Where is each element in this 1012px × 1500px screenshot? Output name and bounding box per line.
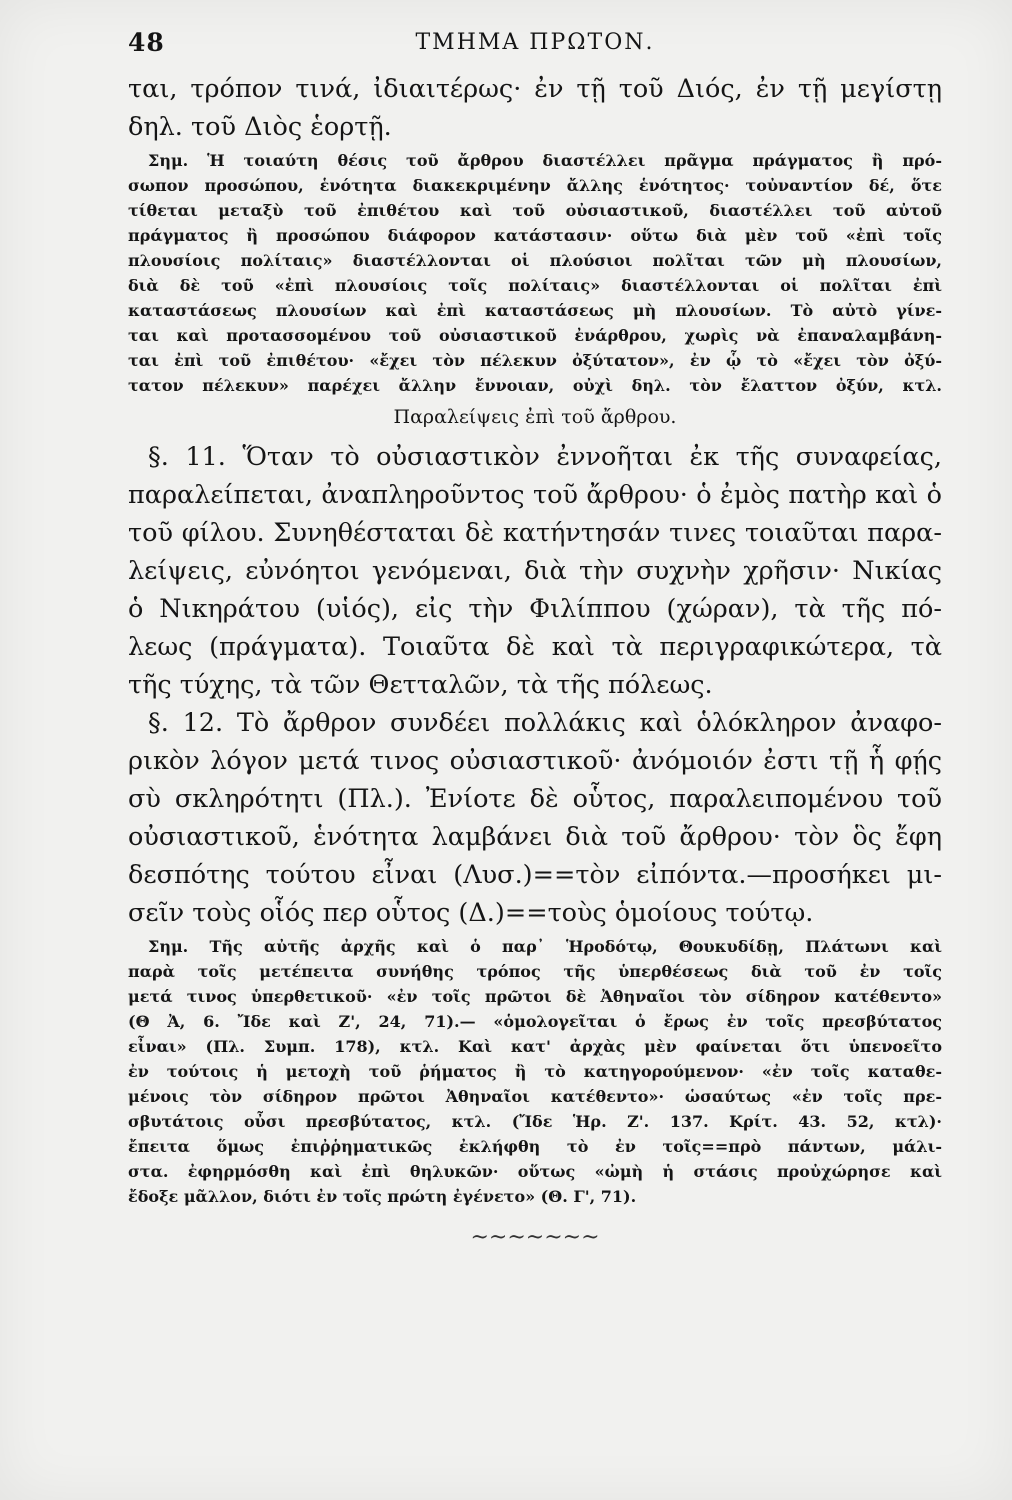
note-line: Σημ. Ἡ τοιαύτη θέσις τοῦ ἄρθρου διαστέλλει πρᾶγμα πράγματος ἢ πρό- xyxy=(148,151,942,170)
note-line: ται ἐπὶ τοῦ ἐπιθέτου· «ἔχει τὸν πέλεκυν ὀξύτατον», ἐν ᾧ τὸ «ἔχει τὸν ὀξύ- xyxy=(128,351,942,370)
text-line: λεως (πράγματα). Τοιαῦτα δὲ καὶ τὰ περιγραφικώτερα, τὰ xyxy=(128,632,942,662)
note-line: σβυτάτοις οὖσι πρεσβύτατος, κτλ. (Ἴδε Ἡρ. Ζ'. 137. Κρίτ. 43. 52, κτλ)· xyxy=(128,1112,942,1131)
text-line: δεσπότης τούτου εἶναι (Λυσ.)==τὸν εἰπόντα.—προσήκει μι- xyxy=(128,860,942,890)
text-line: οὐσιαστικοῦ, ἑνότητα λαμβάνει διὰ τοῦ ἄρθρου· τὸν ὃς ἔφη xyxy=(128,822,942,852)
section-subheading: Παραλείψεις ἐπὶ τοῦ ἄρθρου. xyxy=(393,406,677,428)
note-line: παρὰ τοῖς μετέπειτα συνήθης τρόπος τῆς ὑπερθέσεως διὰ τοῦ ἐν τοῖς xyxy=(128,962,942,981)
text-line: σὺ σκληρότητι (Πλ.). Ἐνίοτε δὲ οὗτος, παραλειπομένου τοῦ xyxy=(128,784,942,814)
page-number: 48 xyxy=(128,28,165,57)
note-two xyxy=(128,934,942,1209)
text-line: δηλ. τοῦ Διὸς ἑορτῇ. xyxy=(128,112,392,142)
note-one xyxy=(128,148,942,398)
note-line: σωπον προσώπου, ἑνότητα διακεκριμένην ἄλλης ἑνότητος· τοὐναντίον δέ, ὅτε xyxy=(128,176,942,195)
note-line: Σημ. Τῆς αὐτῆς ἀρχῆς καὶ ὁ παρ᾽ Ἡροδότῳ, Θουκυδίδῃ, Πλάτωνι καὶ xyxy=(148,937,942,956)
note-line: ἔπειτα ὅμως ἐπιῤῥηματικῶς ἐκλήφθη τὸ ἐν τοῖς==πρὸ πάντων, μάλι- xyxy=(128,1137,942,1156)
note-line: ἐν τούτοις ἡ μετοχὴ τοῦ ῥήματος ἢ τὸ κατηγορούμενον· «ἐν τοῖς καταθε- xyxy=(128,1062,942,1081)
opening-paragraph xyxy=(128,70,942,146)
page-header xyxy=(128,22,942,68)
text-line: ὁ Νικηράτου (υἱός), εἰς τὴν Φιλίππου (χώραν), τὰ τῆς πό- xyxy=(128,594,942,624)
text-line: τοῦ φίλου. Συνηθέσταται δὲ κατήντησάν τινες τοιαῦται παρα- xyxy=(128,518,942,548)
text-line: λείψεις, εὐνόητοι γενόμεναι, διὰ τὴν συχνὴν χρῆσιν· Νικίας xyxy=(128,556,942,586)
note-line: πλουσίοις πολίταις» διαστέλλονται οἱ πλούσιοι πολῖται τῶν μὴ πλουσίων, xyxy=(128,251,942,270)
note-line: ἔδοξε μᾶλλον, διότι ἐν τοῖς πρώτη ἐγένετο» (Θ. Γ', 71). xyxy=(128,1187,637,1206)
running-head: ΤΜΗΜΑ ΠΡΩΤΟΝ. xyxy=(415,30,655,55)
note-line: τίθεται μεταξὺ τοῦ ἐπιθέτου καὶ τοῦ οὐσιαστικοῦ, διαστέλλει τοῦ αὐτοῦ xyxy=(128,201,942,220)
section-11 xyxy=(128,438,942,704)
note-line: ται καὶ προτασσομένου τοῦ οὐσιαστικοῦ ἐνάρθρου, χωρὶς νὰ ἐπαναλαμβάνη- xyxy=(128,326,942,345)
text-line: σεῖν τοὺς οἷός περ οὗτος (Δ.)==τοὺς ὁμοίους τούτῳ. xyxy=(128,898,814,928)
text-line: ται, τρόπον τινά, ἰδιαιτέρως· ἐν τῇ τοῦ Διός, ἐν τῇ μεγίστῃ xyxy=(128,74,942,104)
note-line: πράγματος ἢ προσώπου διάφορον κατάστασιν· οὕτω διὰ μὲν τοῦ «ἐπὶ τοῖς xyxy=(128,226,942,245)
note-line: τατον πέλεκυν» παρέχει ἄλλην ἔννοιαν, οὐχὶ δηλ. τὸν ἔλαττον ὀξύν, κτλ. xyxy=(128,376,942,395)
end-ornament: ~~~~~~~ xyxy=(470,1225,600,1250)
text-line: §. 12. Τὸ ἄρθρον συνδέει πολλάκις καὶ ὁλόκληρον ἀναφο- xyxy=(148,708,942,738)
text-line: ρικὸν λόγον μετά τινος οὐσιαστικοῦ· ἀνόμοιόν ἐστι τῇ ἧ φῄς xyxy=(128,746,942,776)
note-line: στα. ἐφηρμόσθη καὶ ἐπὶ θηλυκῶν· οὕτως «ὠμὴ ἡ στάσις προὐχώρησε καὶ xyxy=(128,1162,942,1181)
note-line: εἶναι» (Πλ. Συμπ. 178), κτλ. Καὶ κατ' ἀρχὰς μὲν φαίνεται ὅτι ὑπενοεῖτο xyxy=(128,1037,942,1056)
note-line: (Θ Ἀ, 6. Ἴδε καὶ Ζ', 24, 71).— «ὁμολογεῖται ὁ ἔρως ἐν τοῖς πρεσβύτατος xyxy=(128,1012,942,1031)
note-line: διὰ δὲ τοῦ «ἐπὶ πλουσίοις τοῖς πολίταις» διαστέλλονται οἱ πολῖται ἐπὶ xyxy=(128,276,942,295)
section-12 xyxy=(128,704,942,932)
text-line: §. 11. Ὅταν τὸ οὐσιαστικὸν ἐννοῆται ἐκ τῆς συναφείας, xyxy=(148,442,942,472)
text-line: τῆς τύχης, τὰ τῶν Θετταλῶν, τὰ τῆς πόλεως. xyxy=(128,670,713,700)
note-line: μετά τινος ὑπερθετικοῦ· «ἐν τοῖς πρῶτοι δὲ Ἀθηναῖοι τὸν σίδηρον κατέθεντο» xyxy=(128,987,942,1006)
note-line: μένοις τὸν σίδηρον πρῶτοι Ἀθηναῖοι κατέθεντο»· ὡσαύτως «ἐν τοῖς πρε- xyxy=(128,1087,942,1106)
text-line: παραλείπεται, ἀναπληροῦντος τοῦ ἄρθρου· ὁ ἐμὸς πατὴρ καὶ ὁ xyxy=(128,480,942,510)
note-line: καταστάσεως πλουσίων καὶ ἐπὶ καταστάσεως μὴ πλουσίων. Τὸ αὐτὸ γίνε- xyxy=(128,301,942,320)
